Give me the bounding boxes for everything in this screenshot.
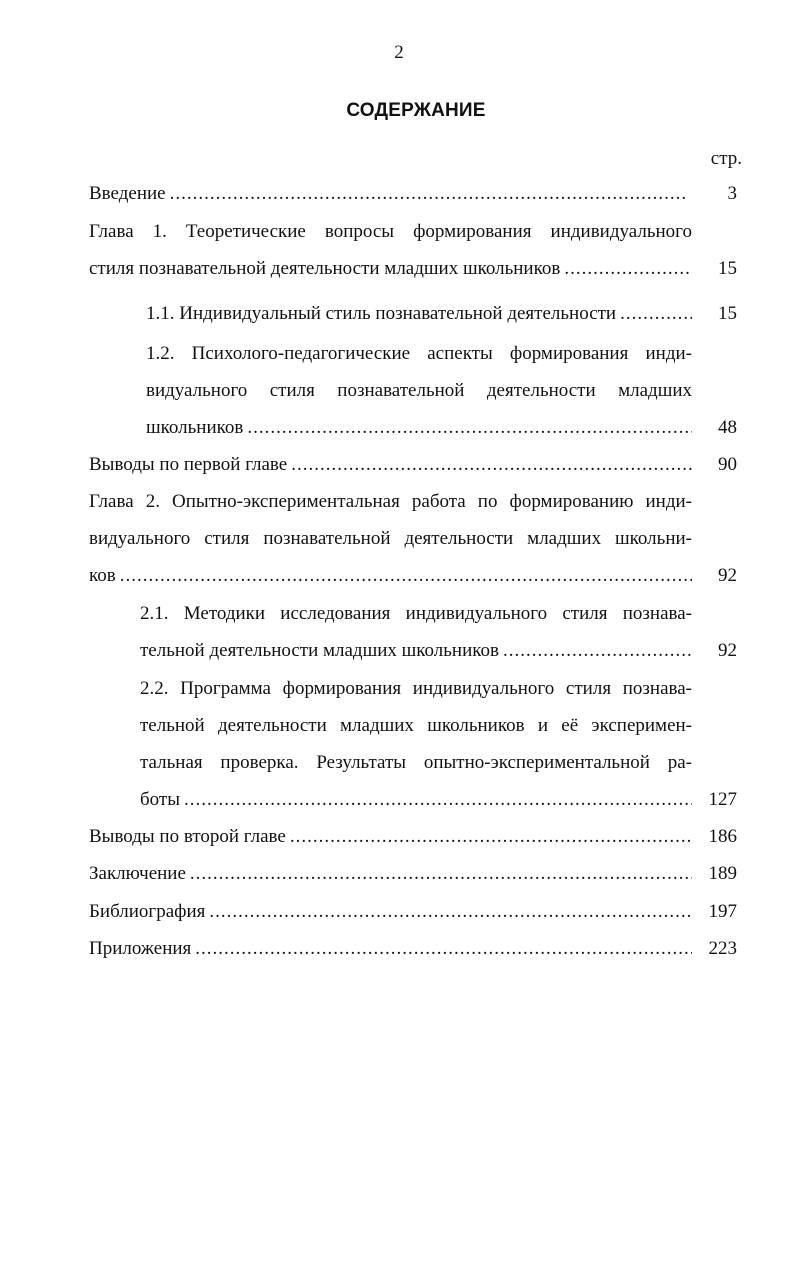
toc-entry[interactable] [89,893,692,930]
toc-entry-line: ков [89,565,116,586]
toc-entry-line: тельной деятельности младших школьников [140,640,500,661]
dot-leader [560,250,692,287]
toc-entry-line: Глава 2. Опытно-экспериментальная работа по формированию инди- [89,491,692,512]
dot-leader [180,781,692,818]
toc-entry-line: Приложения [89,938,192,959]
toc-entry-line: 2.1. Методики исследования индивидуального стиля познава- [140,603,692,624]
toc-entry[interactable] [140,670,692,818]
page-column-label: стр. [710,148,742,169]
dot-leader [287,446,692,483]
toc-entry-line: Введение [89,183,166,204]
toc-entry-line: школьников [146,417,244,438]
toc-entry[interactable] [140,595,692,669]
toc-entry-line: 1.2. Психолого-педагогические аспекты формирования инди- [146,343,692,364]
toc-page-number: 197 [708,901,737,922]
toc-entry-line: тельной деятельности младших школьников и её эксперимен- [140,715,692,736]
toc-entry[interactable] [89,446,692,483]
dot-leader [166,175,687,212]
toc-entry-line: Выводы по первой главе [89,454,288,475]
toc-entry-line: видуального стиля познавательной деятельности младших [146,380,692,401]
toc-page-number: 92 [718,565,737,586]
toc-entry[interactable] [89,855,692,892]
toc-entry-line: Выводы по второй главе [89,826,286,847]
toc-entry[interactable] [146,335,692,446]
toc-page-number: 127 [708,789,737,810]
toc-entry[interactable] [89,930,692,967]
toc-entry-line: Заключение [89,863,186,884]
dot-leader [499,632,692,669]
toc-entry-line: 1.1. Индивидуальный стиль познавательной деятельности [146,303,617,324]
toc-entry-line: Глава 1. Теоретические вопросы формирования индивидуального [89,221,692,242]
dot-leader [243,409,692,446]
toc-page-number: 92 [718,640,737,661]
toc-entry-line: 2.2. Программа формирования индивидуального стиля познава- [140,678,692,699]
toc-page-number: 48 [718,417,737,438]
dot-leader [191,930,692,967]
toc-entry-line: видуального стиля познавательной деятельности младших школьни- [89,528,692,549]
toc-entry[interactable] [89,175,687,212]
toc-page-number: 15 [718,258,737,279]
dot-leader [116,557,692,594]
dot-leader [616,295,692,332]
toc-entry[interactable] [146,295,692,332]
toc-title: СОДЕРЖАНИЕ [346,100,486,121]
toc-page-number: 223 [708,938,737,959]
toc-page-number: 189 [708,863,737,884]
toc-page-number: 186 [708,826,737,847]
toc-entry-line: тальная проверка. Результаты опытно-экспериментальной ра- [140,752,692,773]
toc-entry-line: боты [140,789,180,810]
toc-page-number: 90 [718,454,737,475]
page-number: 2 [394,42,404,63]
dot-leader [205,893,692,930]
toc-entry[interactable] [89,213,692,287]
dot-leader [286,818,692,855]
toc-entry[interactable] [89,818,692,855]
dot-leader [186,855,692,892]
toc-entry[interactable] [89,483,692,594]
toc-page-number: 3 [727,183,737,204]
toc-page-number: 15 [718,303,737,324]
toc-entry-line: Библиография [89,901,206,922]
toc-entry-line: стиля познавательной деятельности младших школьников [89,258,561,279]
